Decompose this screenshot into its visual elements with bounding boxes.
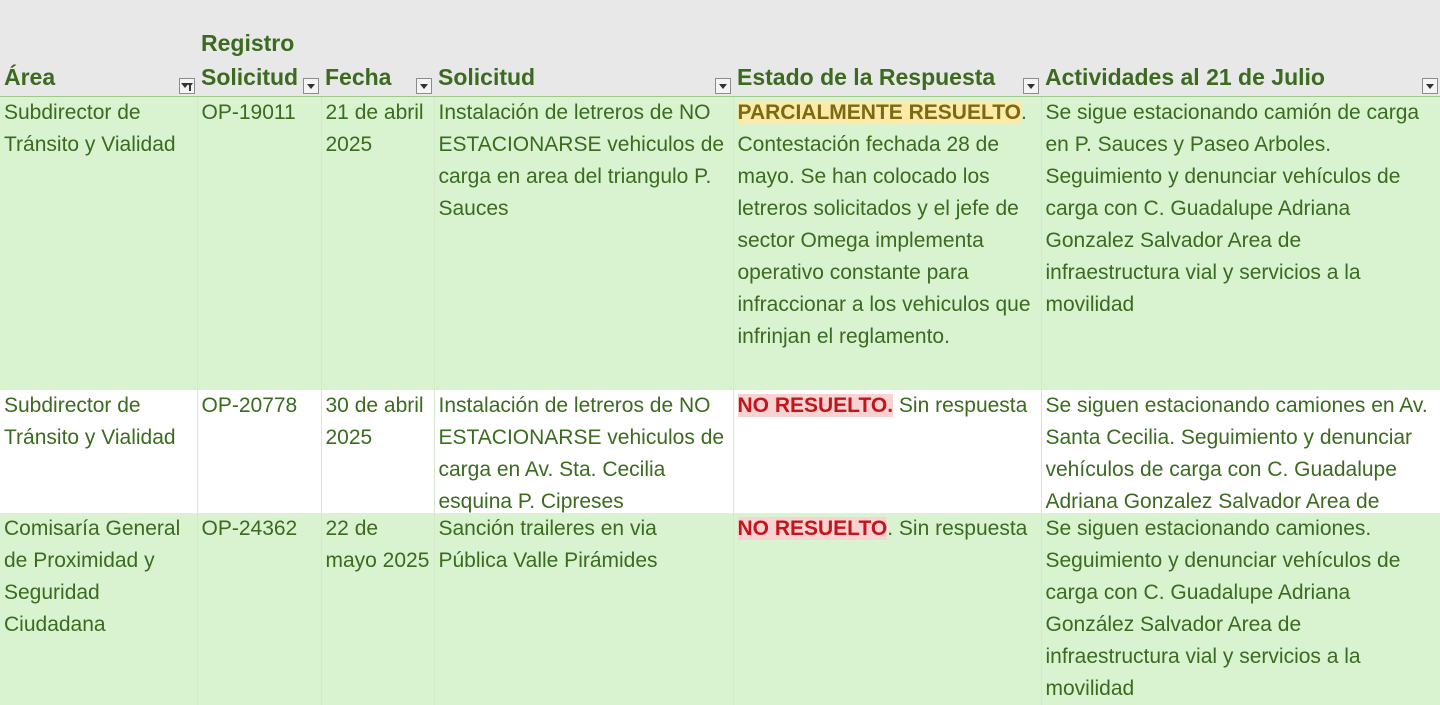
filter-button-actividades[interactable]	[1422, 78, 1438, 94]
cell-registro[interactable]	[197, 390, 321, 513]
header-registro-line2: Solicitud	[201, 63, 299, 90]
header-solicitud-label: Solicitud	[438, 63, 536, 90]
cell-area[interactable]: Comisaría General de Proximidad y Seguridad Ciudadana	[4, 517, 181, 636]
cell-fecha-text: 30 de abril 2025	[325, 394, 424, 449]
cell-registro-text: OP-20778	[201, 394, 298, 417]
cell-solicitud[interactable]: Sanción traileres en via Pública Valle Pirámides	[434, 513, 733, 705]
cell-estado[interactable]	[733, 96, 1041, 390]
cell-estado-text	[738, 390, 1037, 422]
header-area	[0, 0, 197, 96]
estado-detail: . Contestación fechada 28 de mayo. Se han colocado los letreros solicitados y el jefe de sector Omega implementa operativo constante para infraccionar a los vehiculos que infrinjan el reglamento.	[737, 100, 1031, 348]
status-badge-partial: PARCIALMENTE RESUELTO	[737, 100, 1022, 124]
table-row	[0, 390, 1440, 513]
filter-button-fecha[interactable]	[416, 78, 432, 94]
filter-button-estado[interactable]	[1023, 78, 1039, 94]
header-solicitud	[434, 0, 733, 96]
cell-area[interactable]	[0, 390, 197, 513]
filter-active-button-area[interactable]	[179, 78, 195, 94]
filter-button-solicitud[interactable]	[715, 78, 731, 94]
estado-detail: . Sin respuesta	[887, 517, 1028, 540]
cell-fecha[interactable]	[321, 390, 434, 513]
cell-fecha[interactable]: 21 de abril 2025	[321, 96, 434, 390]
cell-registro[interactable]: OP-19011	[197, 96, 321, 390]
header-registro-label	[201, 26, 318, 94]
cell-actividades[interactable]: Se sigue estacionando camión de carga en P. Sauces y Paseo Arboles. Seguimiento y denunciar vehículos de carga con C. Guadalupe Adriana Gonzalez Salvador Area de infraestructura vial y servicios a la movilidad	[1041, 96, 1440, 390]
chevron-down-icon	[719, 84, 727, 89]
cell-solicitud-text: Instalación de letreros de NO ESTACIONARSE vehiculos de carga en Av. Sta. Cecilia esquina P. Cipreses	[438, 394, 725, 513]
header-estado	[733, 0, 1041, 96]
chevron-down-icon	[307, 84, 315, 89]
filter-button-registro[interactable]	[303, 78, 319, 94]
cell-actividades[interactable]: Se siguen estacionando camiones. Seguimiento y denunciar vehículos de carga con C. Guadalupe Adriana González Salvador Area de infraestructura vial y servicios a la movilidad	[1041, 513, 1440, 705]
cell-registro[interactable]: OP-24362	[197, 513, 321, 705]
header-fecha-label: Fecha	[325, 63, 392, 90]
chevron-down-icon	[1027, 84, 1035, 89]
cell-solicitud[interactable]	[434, 390, 733, 513]
header-registro-line1: Registro	[201, 29, 295, 56]
funnel-icon	[187, 83, 193, 87]
cell-actividades[interactable]	[1041, 390, 1440, 513]
header-actividades	[1041, 0, 1440, 96]
header-fecha	[321, 0, 434, 96]
header-area-label: Área	[4, 63, 56, 90]
cell-fecha[interactable]: 22 de mayo 2025	[321, 513, 434, 705]
chevron-down-icon	[1426, 84, 1434, 89]
cell-solicitud[interactable]: Instalación de letreros de NO ESTACIONARSE vehiculos de carga en area del triangulo P. Sauces	[434, 96, 733, 390]
table-row	[0, 96, 1440, 390]
table-row	[0, 513, 1440, 705]
header-registro	[197, 0, 321, 96]
cell-estado[interactable]	[733, 513, 1041, 705]
header-actividades-label: Actividades al 21 de Julio	[1045, 63, 1325, 90]
chevron-down-icon	[420, 84, 428, 89]
estado-detail: Sin respuesta	[893, 394, 1028, 417]
cell-actividades-text: Se siguen estacionando camiones en Av. Santa Cecilia. Seguimiento y denunciar vehículos de carga con C. Guadalupe Adriana Gonzalez Salvador Area de	[1045, 394, 1428, 513]
cell-estado[interactable]	[733, 390, 1041, 513]
status-badge-unresolved: NO RESUELTO.	[737, 394, 894, 417]
header-row	[0, 0, 1440, 96]
header-estado-label: Estado de la Respuesta	[737, 63, 996, 90]
cell-area[interactable]: Subdirector de Tránsito y Vialidad	[4, 100, 176, 156]
status-badge-unresolved: NO RESUELTO	[737, 517, 888, 540]
cell-area-text: Subdirector de Tránsito y Vialidad	[4, 394, 176, 449]
